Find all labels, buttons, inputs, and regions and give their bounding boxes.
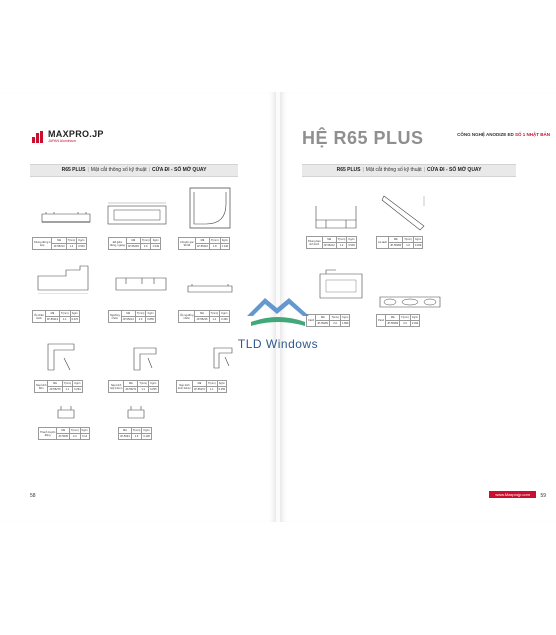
profile-name: Khung đứng ô kép [33,238,52,250]
spec-table: Ốp ngưỡng nhôm Mã T(mm) Kg/m JP-55215 1.2 0.466 [180,312,228,321]
left-section-header: R65 PLUS | Mặt cắt thông số kỹ thuật | CỬA ĐI - SỐ MỞ QUAY [30,164,238,177]
spec-table: Ốp chân cánh Mã T(mm) Kg/m JP-55213 1.1 0.470 [34,312,79,321]
spec-table: Nẹp kính đơn Mã T(mm) Kg/m JP-55270 1.1 0.294 [36,382,81,391]
profile-name: Khung bao tinh kính [307,237,323,249]
spec-table: Khung đứng ô kép Mã T(mm) Kg/m JP-55213 1.2 0.549 [34,239,85,248]
spec-table: Nẹp kính hộp 14mm Mã T(mm) Kg/m JP-55271 1.1 0.255 [110,382,157,391]
watermark-text: TLD Windows [237,337,319,351]
profile-name: Ngưỡng nhôm [109,311,122,323]
spec-table: Khung bao tinh kính Mã T(mm) Kg/m JP-55212 1.2 0.539 [308,238,355,247]
header-system: R65 PLUS [61,167,86,173]
profile-name: Cánh [307,315,316,327]
profile-drawing-do-giua [106,200,170,228]
profile-drawing-nep-kinh-don [44,340,80,376]
anodize-slogan: CÔNG NGHỆ ANODIZE ED SỐ 1 NHẬT BẢN [457,132,550,137]
page-number-right: 59 [540,493,546,499]
maxpro-logo [32,130,104,144]
profile-drawing-nep-kinh-hop [130,344,160,374]
profile-name: Chuyển góc 90-90 [179,238,196,250]
profile-drawing-thanh-truyen-2 [126,402,146,422]
catalog-spread [0,92,556,522]
profile-name: Ốp ngưỡng nhôm [179,311,195,323]
header-desc: Mặt cắt thông số kỹ thuật [365,167,422,173]
profile-drawing-nguong-nhom [114,274,170,294]
profile-name: Nẹp kính hộp 14mm [109,381,124,393]
spec-table: Lá sách Mã T(mm) Kg/m JP-55280 1.0 0.459 [378,238,422,247]
header-door: CỬA ĐI - SỐ MỞ QUAY [151,167,207,173]
logo-name: MAXPRO.JP [48,129,104,139]
spec-table: Ngưỡng nhôm Mã T(mm) Kg/m JP-55214 2.0 0.855 [110,312,154,321]
profile-drawing-thanh-truyen [56,402,76,422]
right-section-header: R65 PLUS | Mặt cắt thông số kỹ thuật | CỬA ĐI - SỐ MỞ QUAY [302,164,516,177]
spec-table: Panô Mã T(mm) Kg/m JP-55282 2.0 2.034 [378,316,419,325]
page-number-left: 58 [30,493,36,499]
header-door: CỬA ĐI - SỐ MỞ QUAY [426,167,482,173]
system-title: HỆ R65 PLUS [302,128,424,148]
profile-name: Lá sách [377,237,389,249]
profile-name: Đố giữa đứng, ngang [109,238,127,250]
tld-watermark [228,290,328,351]
profile-drawing-pano [378,294,444,310]
header-system: R65 PLUS [336,167,361,173]
profile-drawing-op-chan-canh [36,264,96,294]
spec-table: Chuyển góc 90-90 Mã T(mm) Kg/m JP-55210 1.8 1.136 [180,239,229,248]
spec-table: Thanh truyền động Mã T(mm) Kg/m JP-5535 2.3 0.14 [40,429,88,438]
profile-name: Nẹp kính đơn [35,381,48,393]
profile-name: Nẹp kính kính 22mm [177,381,193,393]
spec-table: Mã T(mm) Kg/m JP-5534 1.6 0.106 [120,429,150,438]
spec-table: Nẹp kính kính 22mm Mã T(mm) Kg/m JP-55272 1.1 0.255 [178,382,226,391]
profile-name: Thanh truyền động [39,428,57,440]
spec-table: Đố giữa đứng, ngang Mã T(mm) Kg/m JP-55203 2.0 1.549 [110,239,159,248]
spec-table: Cánh Mã T(mm) Kg/m JP-55281 2.0 1.896 [308,316,349,325]
house-roof-icon [243,290,313,330]
website-url[interactable]: www.Maxprojp.com [489,491,536,498]
profile-drawing-khung-dung [40,208,94,228]
logo-sub: JAPAN Aluminium [48,139,77,143]
profile-name: Ốp chân cánh [33,311,46,323]
profile-name: Panô [377,315,386,327]
profile-drawing-la-sach [380,192,430,232]
profile-drawing-chuyen-goc [186,184,236,234]
anodize-highlight: SỐ 1 NHẬT BẢN [514,132,550,137]
header-desc: Mặt cắt thông số kỹ thuật [90,167,147,173]
maxpro-logo-icon [32,131,44,143]
profile-drawing-khung-bao [312,202,362,234]
